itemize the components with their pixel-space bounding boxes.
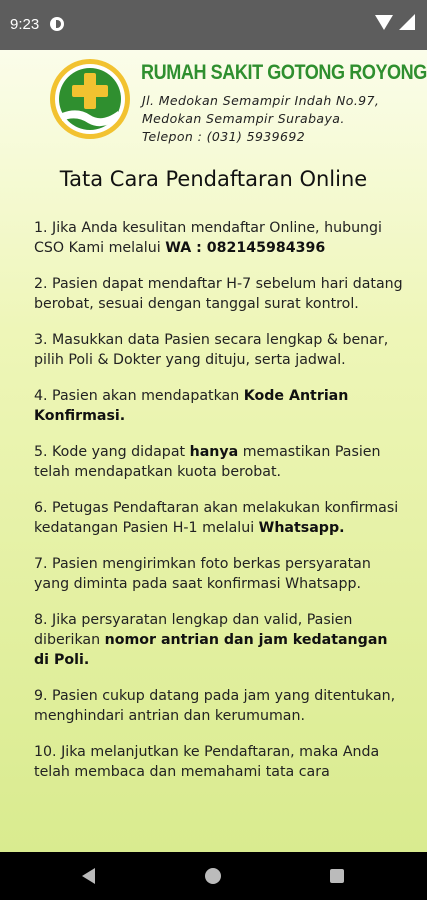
battery-icon xyxy=(397,12,417,32)
page-title: Tata Cara Pendaftaran Online xyxy=(59,167,368,191)
content-area[interactable] xyxy=(0,50,427,852)
status-time: 9:23 xyxy=(10,16,40,33)
hospital-name: RUMAH SAKIT GOTONG ROYONG xyxy=(141,61,427,84)
list-item: 9. Pasien cukup datang pada jam yang ditentukan, menghindari antrian dan kerumuman. xyxy=(34,688,396,724)
home-icon[interactable] xyxy=(205,868,221,884)
list-item: 3. Masukkan data Pasien secara lengkap & benar, pilih Poli & Dokter yang dituju, serta jadwal. xyxy=(34,332,389,368)
wifi-icon xyxy=(375,15,393,30)
list-item: 8. Jika persyaratan lengkap dan valid, Pasien diberikan nomor antrian dan jam kedatangan di Poli. xyxy=(34,612,388,668)
back-icon[interactable] xyxy=(82,868,95,884)
navigation-bar xyxy=(0,852,427,900)
status-bar xyxy=(0,0,427,50)
list-item: 6. Petugas Pendaftaran akan melakukan konfirmasi kedatangan Pasien H-1 melalui Whatsapp. xyxy=(34,500,399,536)
phone-number: Telepon : (031) 5939692 xyxy=(142,129,306,144)
hospital-header xyxy=(48,57,427,147)
app-notification-icon xyxy=(50,17,64,31)
list-item: 2. Pasien dapat mendaftar H-7 sebelum hari datang berobat, sesuai dengan tanggal surat kontrol. xyxy=(34,276,403,312)
address-line-1: Jl. Medokan Semampir Indah No.97, xyxy=(142,93,380,108)
list-item: 5. Kode yang didapat hanya memastikan Pasien telah mendapatkan kuota berobat. xyxy=(34,444,381,480)
address-line-2: Medokan Semampir Surabaya. xyxy=(142,111,345,126)
list-item: 10. Jika melanjutkan ke Pendaftaran, maka Anda telah membaca dan memahami tata cara xyxy=(34,744,380,780)
recents-icon[interactable] xyxy=(330,869,344,883)
hospital-logo-icon xyxy=(48,57,132,141)
list-item: 4. Pasien akan mendapatkan Kode Antrian Konfirmasi. xyxy=(34,388,349,424)
steps-list xyxy=(34,218,404,798)
whatsapp-contact: WA : 082145984396 xyxy=(165,240,326,256)
list-item: 7. Pasien mengirimkan foto berkas persyaratan yang diminta pada saat konfirmasi Whatsapp. xyxy=(34,556,371,592)
list-item: 1. Jika Anda kesulitan mendaftar Online, hubungi CSO Kami melalui WA : 082145984396 xyxy=(34,220,383,256)
